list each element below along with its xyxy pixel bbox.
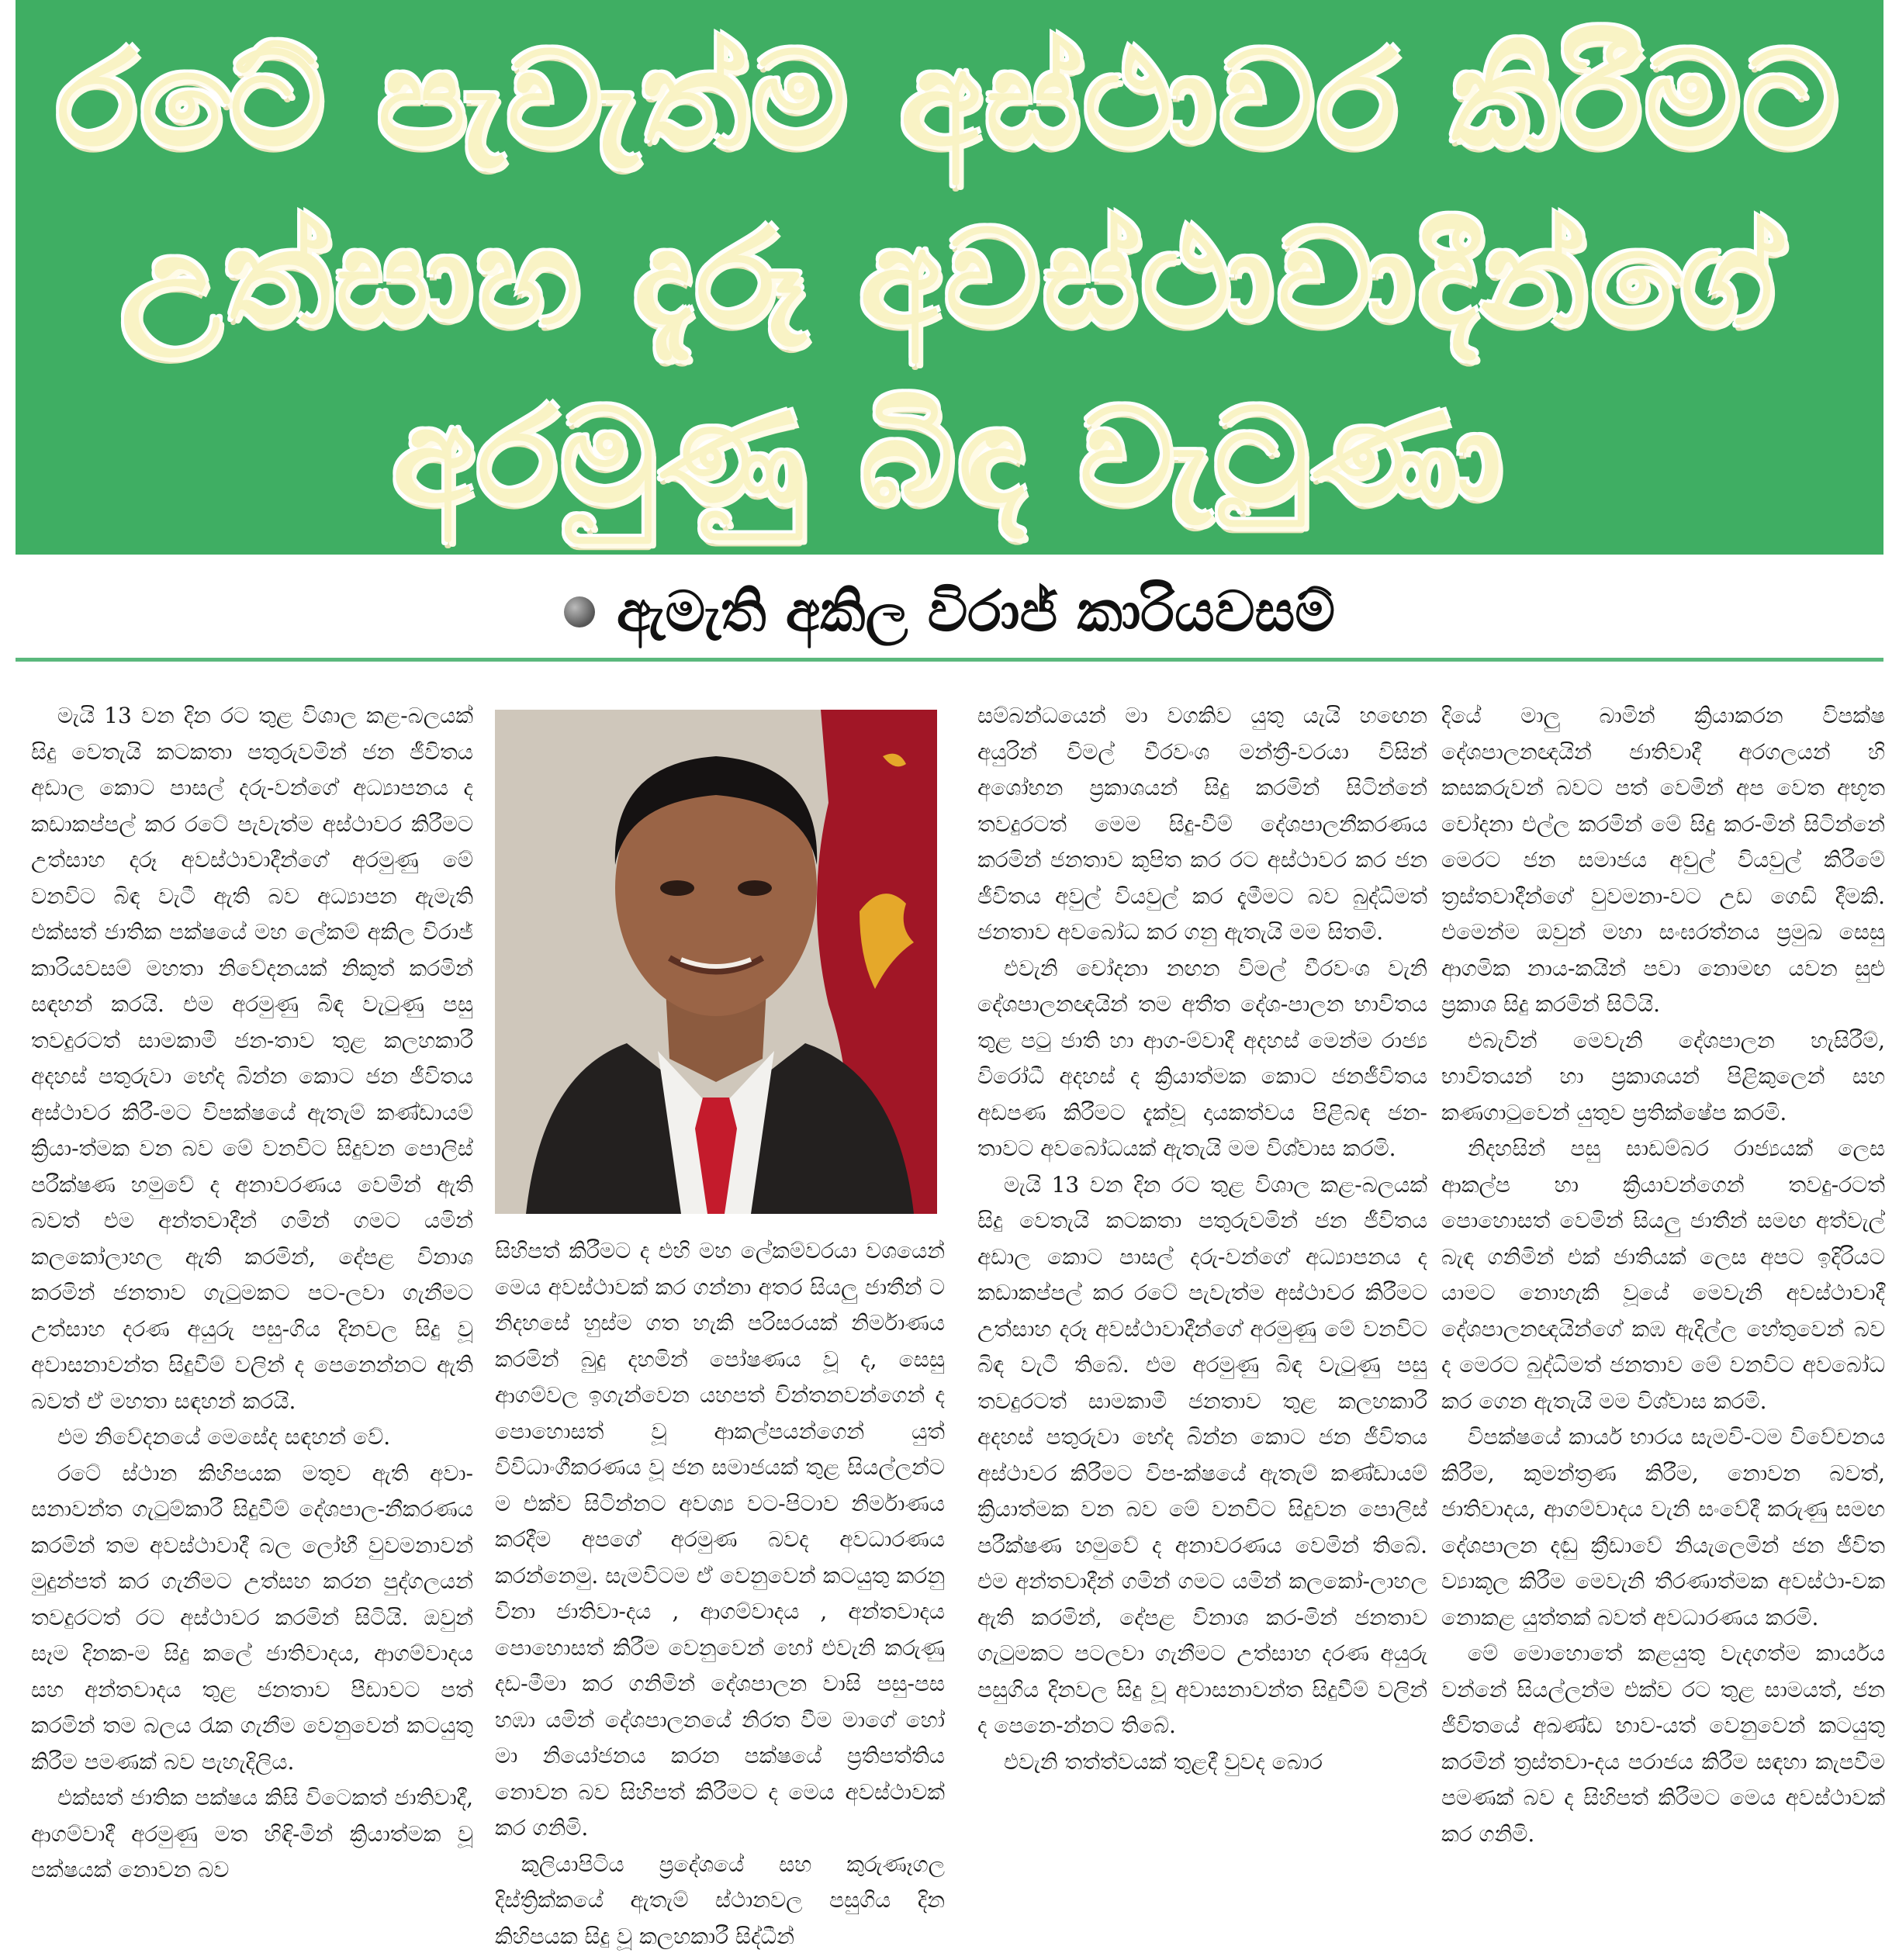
paragraph: සිහිපත් කිරීමට ද එහි මහ ලේකම්වරයා වශයෙන් මෙය අවස්ථාවක් කර ගන්නා අතර සියලු ජාතීන් ට නිදහසේ හුස්ම ගත හැකි පරිසරයක් නිර්මාණය කරමින් බුදු දහමින් පෝෂණය වූ ද, සෙසු ආගම්වල ඉගැන්වෙන යහපත් චින්තනවන්ගෙන් ද පොහොසත් වූ ආකල්පයන්ගෙන් යුත් විවිධාංගීකරණය වූ ජන සමාජයක් තුළ සියල්ලන්ට ම එක්ව සිටින්නට අවශ්‍ය වට-පිටාව නිර්මාණය කරදීම අපගේ අරමුණ බවද අවධාරණය කරන්නෙමු. සැමවිටම ඒ වෙනුවෙන් කටයුතු කරනු විනා ජාතිවා-දය , ආගම්වාදය , අන්තවාදය පොහොසත් කිරීම වෙනුවෙන් හෝ එවැනි කරුණු දඩ-මීමා කර ගනිමින් දේශපාලන වාසි පසු-පස හඹා යමින් දේශපාලනයේ නිරත වීම මාගේ හෝ මා නියෝජනය කරන පක්ෂයේ ප්‍රතිපත්තිය නොවන බව සිහිපත් කිරීමට ද මෙය අවස්ථාවක් කර ගනිමි. [495, 1238, 945, 1841]
column-2 [495, 1233, 945, 1955]
headline-banner [16, 0, 1883, 555]
byline: ඇමැති අකිල විරාජ් කාරියවසම් [616, 579, 1336, 644]
column-1 [31, 698, 473, 1889]
column-3 [977, 698, 1427, 1780]
paragraph: විපක්ෂයේ කාර්ය භාරය සැමවි-ටම විවේචනය කිරීම, කුමන්ත්‍රණ කිරීම, නොවන බවත්, ජාතිවාදය, ආගම්වාදය වැනි සංවේදී කරුණු සමඟ දේශපාලන දඬු ක්‍රීඩාවේ නියැලෙමින් ජන ජීවිත ව්‍යාකූල කිරීම මෙවැනි තීරණාත්මක අවස්ථා-වක නොකළ යුත්තක් බවත් අවධාරණය කරමි. [1441, 1424, 1885, 1630]
paragraph: එබැවින් මෙවැනි දේශපාලන හැසිරීම්, භාවිතයන් හා ප්‍රකාශයන් පිළිකුලෙන් සහ කණගාටුවෙන් යුතුව ප්‍රතික්ෂේප කරමි. [1441, 1027, 1885, 1125]
paragraph: එක්සත් ජාතික පක්ෂය කිසි විටෙකත් ජාතිවාදී, ආගම්වාදී අරමුණු මත හිඳි-මින් ක්‍රියාත්මක වූ පක්ෂයක් නොවන බව [31, 1785, 473, 1882]
paragraph: එවැනි තත්ත්වයක් තුළදී වුවද බොර [1004, 1748, 1323, 1775]
paragraph: එවැනි චෝදනා නඟන විමල් වීරවංශ වැනි දේශපාලනඥයින් තම අතීත දේශ-පාලන භාවිතය තුළ පටු ජාති හා ආග-ම්වාදී අදහස් මෙන්ම රාජ්‍ය විරෝධී අදහස් ද ක්‍රියාත්මක කොට ජනජීවිතය අඩපණ කිරීමට දැක්වූ දායකත්වය පිළිබඳ ජන-තාවට අවබෝධයක් ඇතැයි මම විශ්වාස කරමි. [977, 955, 1427, 1161]
article-body [31, 698, 1885, 1947]
headline-line-3: අරමුණු බිඳ වැටුණා [393, 379, 1506, 532]
paragraph: මේ මොහොතේ කළයුතු වැදගත්ම කාර්යය වන්නේ සියල්ලන්ම එක්ව රට තුළ සාමයත්, ජන ජීවිතයේ අඛණ්ඩ භාව-යත් වෙනුවෙන් කටයුතු කරමින් ත්‍රස්තවා-දය පරාජය කිරීම සඳහා කැපවීම පමණක් බව ද සිහිපත් කිරීමට මෙය අවස්ථාවක් කර ගනිමි. [1441, 1640, 1885, 1847]
headline-line-1: රටේ පැවැත්ම අස්ථාවර කිරීමට [57, 22, 1842, 175]
headline-line-2: උත්සාහ දැරූ අවස්ථාවාදීන්ගේ [120, 201, 1779, 354]
bullet-icon [564, 596, 595, 627]
byline-band [16, 566, 1883, 662]
paragraph: කුලියාපිටිය ප්‍රදේශයේ සහ කුරුණෑගල දිස්ත්‍රික්කයේ ඇතැම් ස්ථානවල පසුගිය දින කිහිපයක සිදු වූ කලහකාරී සිද්ධීන් [495, 1851, 945, 1949]
paragraph: මැයි 13 වන දින රට තුළ විශාල කළ-බලයක් සිදු වෙතැයි කටකතා පතුරුවමින් ජන ජීවිතය අඩාල කොට පාසල් දරු-වන්ගේ අධ්‍යාපනය ද කඩාකප්පල් කර රටේ පැවැත්ම අස්ථාවර කිරීමට උත්සාහ දරූ අවස්ථාවාදීන්ගේ අරමුණු මේ වනවිට බිඳ වැටී තිබේ. එම අරමුණු බිඳ වැටුණු පසු තවදුරටත් සාමකාමී ජනතාව තුළ කලහකාරී අදහස් පතුරුවා භේද බින්න කොට ජන ජීවිතය අස්ථාවර කිරීමට විප-ක්ෂයේ ඇතැම් කණ්ඩායම් ක්‍රියාත්මක වන බව මේ වනවිට සිදුවන පොලිස් පරීක්ෂණ හමුවේ ද අනාවරණය වෙමින් තිබේ. එම අන්තවාදීන් ගමින් ගමට යමින් කලකෝ-ලාහල ඇති කරමින්, දේපළ විනාශ කර-මින් ජනතාව ගැටුමකට පටලවා ගැනීමට උත්සාහ දරණ අයුරු පසුගිය දිනවල සිදු වූ අවාසනාවන්ත සිදුවීම් වලින් ද පෙනෙ-න්නට තිබේ. [977, 1171, 1427, 1738]
paragraph: සම්බන්ධයෙන් මා වගකිව යුතු යැයි හඟෙන අයුරින් විමල් වීරවංශ මන්ත්‍රී-වරයා විසින් අශෝභන ප්‍රකාශයන් සිදු කරමින් සිටින්නේ තවදුරටත් මෙම සිදු-වීම් දේශපාලනීකරණය කරමින් ජනතාව කුපිත කර රට අස්ථාවර කර ජන ජීවිතය අවුල් වියවුල් කර දැමීමට බව බුද්ධිමත් ජනතාව අවබෝධ කර ගනු ඇතැයි මම සිතමි. [977, 703, 1427, 945]
paragraph: දියේ මාලු බාමින් ක්‍රියාකරන විපක්ෂ දේශපාලනඥයින් ජාතිවාදී අරගලයන් හි කසකරුවන් බවට පත් වෙමින් අප වෙත අභූත චෝදනා එල්ල කරමින් මේ සිදු කර-මින් සිටින්නේ මෙරට ජන සමාජය අවුල් වියවුල් කිරීමේ ත්‍රස්තවාදීන්ගේ වුවමනා-වට උඩ ගෙඩි දීමකි. එමෙන්ම ඔවුන් මහා සංඝරත්නය ප්‍රමුඛ සෙසු ආගමික නාය-කයින් පවා නොමඟ යවන සුළු ප්‍රකාශ සිදු කරමින් සිටියි. [1441, 703, 1885, 1017]
paragraph: රටේ ස්ථාන කිහිපයක මතුව ඇති අවා-සනාවන්ත ගැටුම්කාරී සිදුවීම් දේශපාල-නීකරණය කරමින් තම අවස්ථාවාදී බල ලෝභී වුවමනාවන් මුදුන්පත් කර ගැනීමට උත්සහ කරන පුද්ගලයන් තවදුරටත් රට අස්ථාවර කරමින් සිටියි. ඔවුන් සෑම දිනක-ම සිදු කලේ ජාතිවාදය, ආගම්වාදය සහ අන්තවාදය තුළ ජනතාව පීඩාවට පත් කරමින් තම බලය රැක ගැනීම වෙනුවෙන් කටයුතු කිරීම පමණක් බව පැහැදිලිය. [31, 1460, 473, 1775]
paragraph: මැයි 13 වන දින රට තුළ විශාල කළ-බලයක් සිදු වෙතැයි කටකතා පතුරුවමින් ජන ජීවිතය අඩාල කොට පාසල් දරු-වන්ගේ අධ්‍යාපනය ද කඩාකප්පල් කර රටේ පැවැත්ම අස්ථාවර කිරීමට උත්සාහ දරූ අවස්ථාවාදීන්ගේ අරමුණු මේ වනවිට බිඳ වැටී ඇති බව අධ්‍යාපන ඇමැති එක්සත් ජාතික පක්ෂයේ මහ ලේකම් අකිල විරාජ් කාරියවසම් මහතා නිවේදනයක් නිකුත් කරමින් සඳහන් කරයි. එම අරමුණු බිඳ වැටුණු පසු තවදුරටත් සාමකාමී ජන-තාව තුළ කලහකාරී අදහස් පතුරුවා භේද බින්න කොට ජන ජීවිතය අස්ථාවර කිරී-මට විපක්ෂයේ ඇතැම් කණ්ඩායම් ක්‍රියා-ත්මක වන බව මේ වනවිට සිදුවන පොලිස් පරීක්ෂණ හමුවේ ද අනාවරණය වෙමින් ඇති බවත් එම අන්තවාදීන් ගමින් ගමට යමින් කලකෝලාහල ඇති කරමින්, දේපළ විනාශ කරමින් ජනතාව ගැටුමකට පට-ලවා ගැනීමට උත්සාහ දරණ අයුරු පසු-ගිය දිනවල සිදු වූ අවාසනාවන්ත සිදුවීම් වලින් ද පෙනෙන්නට ඇති බවත් ඒ මහතා සඳහන් කරයි. [31, 703, 473, 1414]
column-4 [1441, 698, 1885, 1852]
paragraph: නිදහසින් පසු සාඩම්බර රාජ්‍යයක් ලෙස ආකල්ප හා ක්‍රියාවන්ගෙන් තවදු-රටත් පොහොසත් වෙමින් සියලු ජාතීන් සමඟ අත්වැල් බැඳ ගනිමින් එක් ජාතියක් ලෙස අපට ඉදිරියට යාමට නොහැකි වූයේ මෙවැනි අවස්ථාවාදී දේශපාලනඥයින්ගේ කඹ ඇදිල්ල හේතුවෙන් බව ද මෙරට බුද්ධිමත් ජනතාව මේ වනවිට අවබෝධ කර ගෙන ඇතැයි මම විශ්වාස කරමි. [1441, 1136, 1885, 1414]
paragraph: එම නිවේදනයේ මෙසේද සඳහන් වේ. [57, 1424, 391, 1450]
